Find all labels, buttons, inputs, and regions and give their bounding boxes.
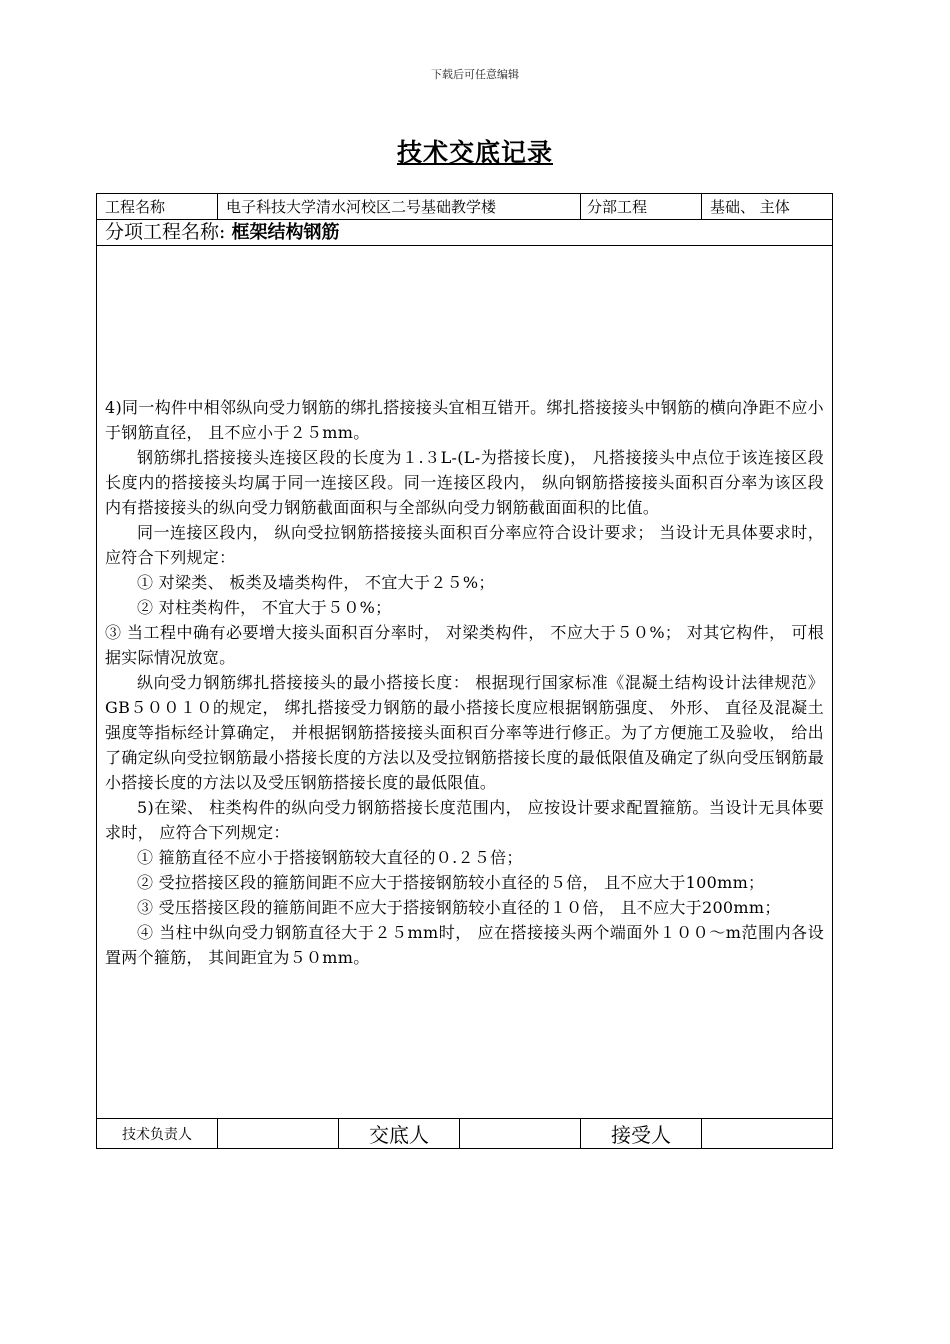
subitem-value: 框架结构钢筋 (231, 222, 340, 243)
content-paragraph: ③ 受压搭接区段的箍筋间距不应大于搭接钢筋较小直径的１０倍， 且不应大于200mm； (137, 897, 781, 917)
project-name-label: 工程名称 (97, 194, 218, 220)
content-paragraph: 纵向受力钢筋绑扎搭接接头的最小搭接长度： 根据现行国家标准《混凝土结构设计法律规范》GB５００１０的规定， 绑扎搭接受力钢筋的最小搭接长度应根据钢筋强度、 外形、 直径及混凝土强度等指标经计算确定， 并根据钢筋搭接接头面积百分率等进行修正。为了方便施工及验收， 给出了确定纵向受拉钢筋最小搭接长度的方法以及受拉钢筋搭接长度的最低限值及确定了纵向受压钢筋最小搭接长度的方法以及受压钢筋搭接长度的最低限值。 (105, 672, 824, 792)
content-paragraph: ② 对柱类构件， 不宜大于５０%； (137, 597, 392, 617)
content-paragraph: ③ 当工程中确有必要增大接头面积百分率时， 对梁类构件， 不应大于５０%； 对其它构件， 可根据实际情况放宽。 (105, 622, 824, 667)
subitem-cell (97, 220, 833, 246)
tech-lead-field[interactable] (218, 1119, 339, 1149)
discloser-field[interactable] (460, 1119, 581, 1149)
document-title: 技术交底记录 (396, 138, 553, 167)
content-paragraph: ④ 当柱中纵向受力钢筋直径大于２５mm时， 应在搭接接头两个端面外１００～m范围内各设置两个箍筋， 其间距宜为５０mm。 (105, 922, 824, 967)
header-row (97, 194, 833, 220)
receiver-label: 接受人 (581, 1119, 702, 1149)
division-label: 分部工程 (581, 194, 702, 220)
record-table (96, 193, 833, 1149)
watermark-text: 下载后可任意编辑 (431, 68, 519, 81)
content-paragraph: 4)同一构件中相邻纵向受力钢筋的绑扎搭接接头宜相互错开。绑扎搭接接头中钢筋的横向净距不应小于钢筋直径， 且不应小于２５mm。 (105, 397, 824, 442)
content-paragraph: 5)在梁、 柱类构件的纵向受力钢筋搭接长度范围内， 应按设计要求配置箍筋。当设计无具体要求时， 应符合下列规定： (105, 797, 824, 842)
division-value: 基础、 主体 (702, 194, 833, 220)
tech-lead-label: 技术负责人 (97, 1119, 218, 1149)
content-paragraph: 同一连接区段内， 纵向受拉钢筋搭接接头面积百分率应符合设计要求； 当设计无具体要求时， 应符合下列规定： (105, 522, 824, 567)
content-cell (97, 246, 833, 1119)
content-row (97, 246, 833, 1119)
content-paragraph: ② 受拉搭接区段的箍筋间距不应大于搭接钢筋较小直径的５倍， 且不应大于100mm； (137, 872, 765, 892)
content-paragraph: ① 对梁类、 板类及墙类构件， 不宜大于２５%； (137, 572, 495, 592)
discloser-label: 交底人 (339, 1119, 460, 1149)
content-paragraph: ① 箍筋直径不应小于搭接钢筋较大直径的０.２５倍； (137, 847, 523, 867)
receiver-field[interactable] (702, 1119, 833, 1149)
subitem-row (97, 220, 833, 246)
signature-row (97, 1119, 833, 1149)
subitem-label: 分项工程名称: (105, 221, 226, 243)
project-name-value: 电子科技大学清水河校区二号基础教学楼 (218, 194, 581, 220)
content-paragraph: 钢筋绑扎搭接接头连接区段的长度为１.３L-(L-为搭接长度)， 凡搭接接头中点位于该连接区段长度内的搭接接头均属于同一连接区段。同一连接区段内， 纵向钢筋搭接接头面积百分率为该区段内有搭接接头的纵向受力钢筋截面面积与全部纵向受力钢筋截面面积的比值。 (105, 447, 824, 517)
